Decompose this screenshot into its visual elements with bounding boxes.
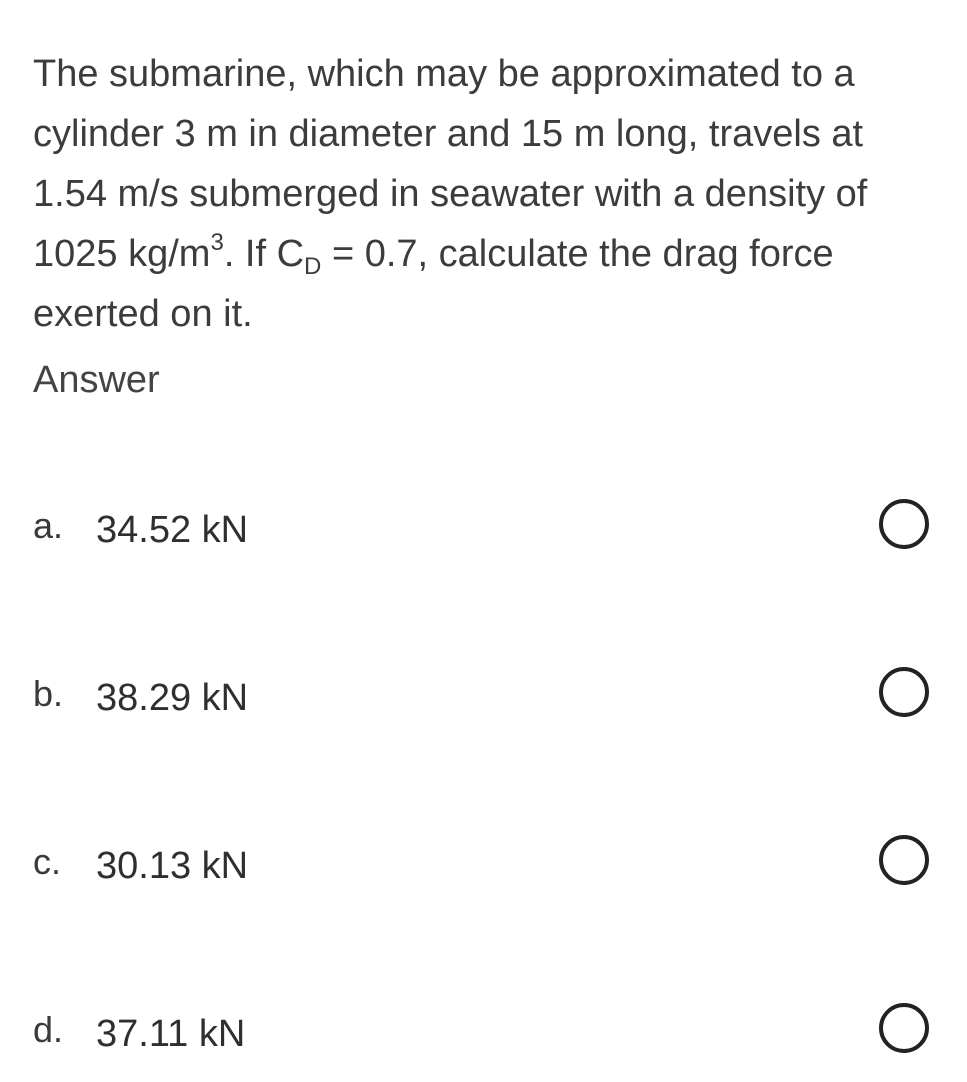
option-text: 38.29 kN (96, 677, 249, 719)
option-a[interactable] (0, 484, 967, 574)
option-c[interactable] (0, 820, 967, 910)
radio-button-b[interactable] (879, 667, 929, 717)
question-text (33, 44, 943, 344)
option-d[interactable] (0, 988, 967, 1078)
question-subscript: D (304, 253, 322, 280)
option-b[interactable] (0, 652, 967, 742)
question-part-3: = 0.7, calculate the drag force exerted on it. (33, 233, 834, 335)
option-letter: c. (33, 841, 62, 882)
option-letter: b. (33, 673, 64, 714)
radio-button-a[interactable] (879, 499, 929, 549)
option-letter: d. (33, 1009, 64, 1050)
option-letter: a. (33, 505, 64, 546)
question-part-2: . If C (223, 233, 305, 275)
answer-label: Answer (33, 359, 160, 401)
option-text: 37.11 kN (96, 1013, 246, 1055)
option-text: 30.13 kN (96, 845, 249, 887)
question-superscript: 3 (210, 229, 224, 256)
option-text: 34.52 kN (96, 509, 249, 551)
radio-button-d[interactable] (879, 1003, 929, 1053)
question-part-1: The submarine, which may be approximated to a cylinder 3 m in diameter and 15 m long, travels at 1.54 m/s submerged in seawater with a density of 1025 kg/m (33, 53, 868, 275)
radio-button-c[interactable] (879, 835, 929, 885)
